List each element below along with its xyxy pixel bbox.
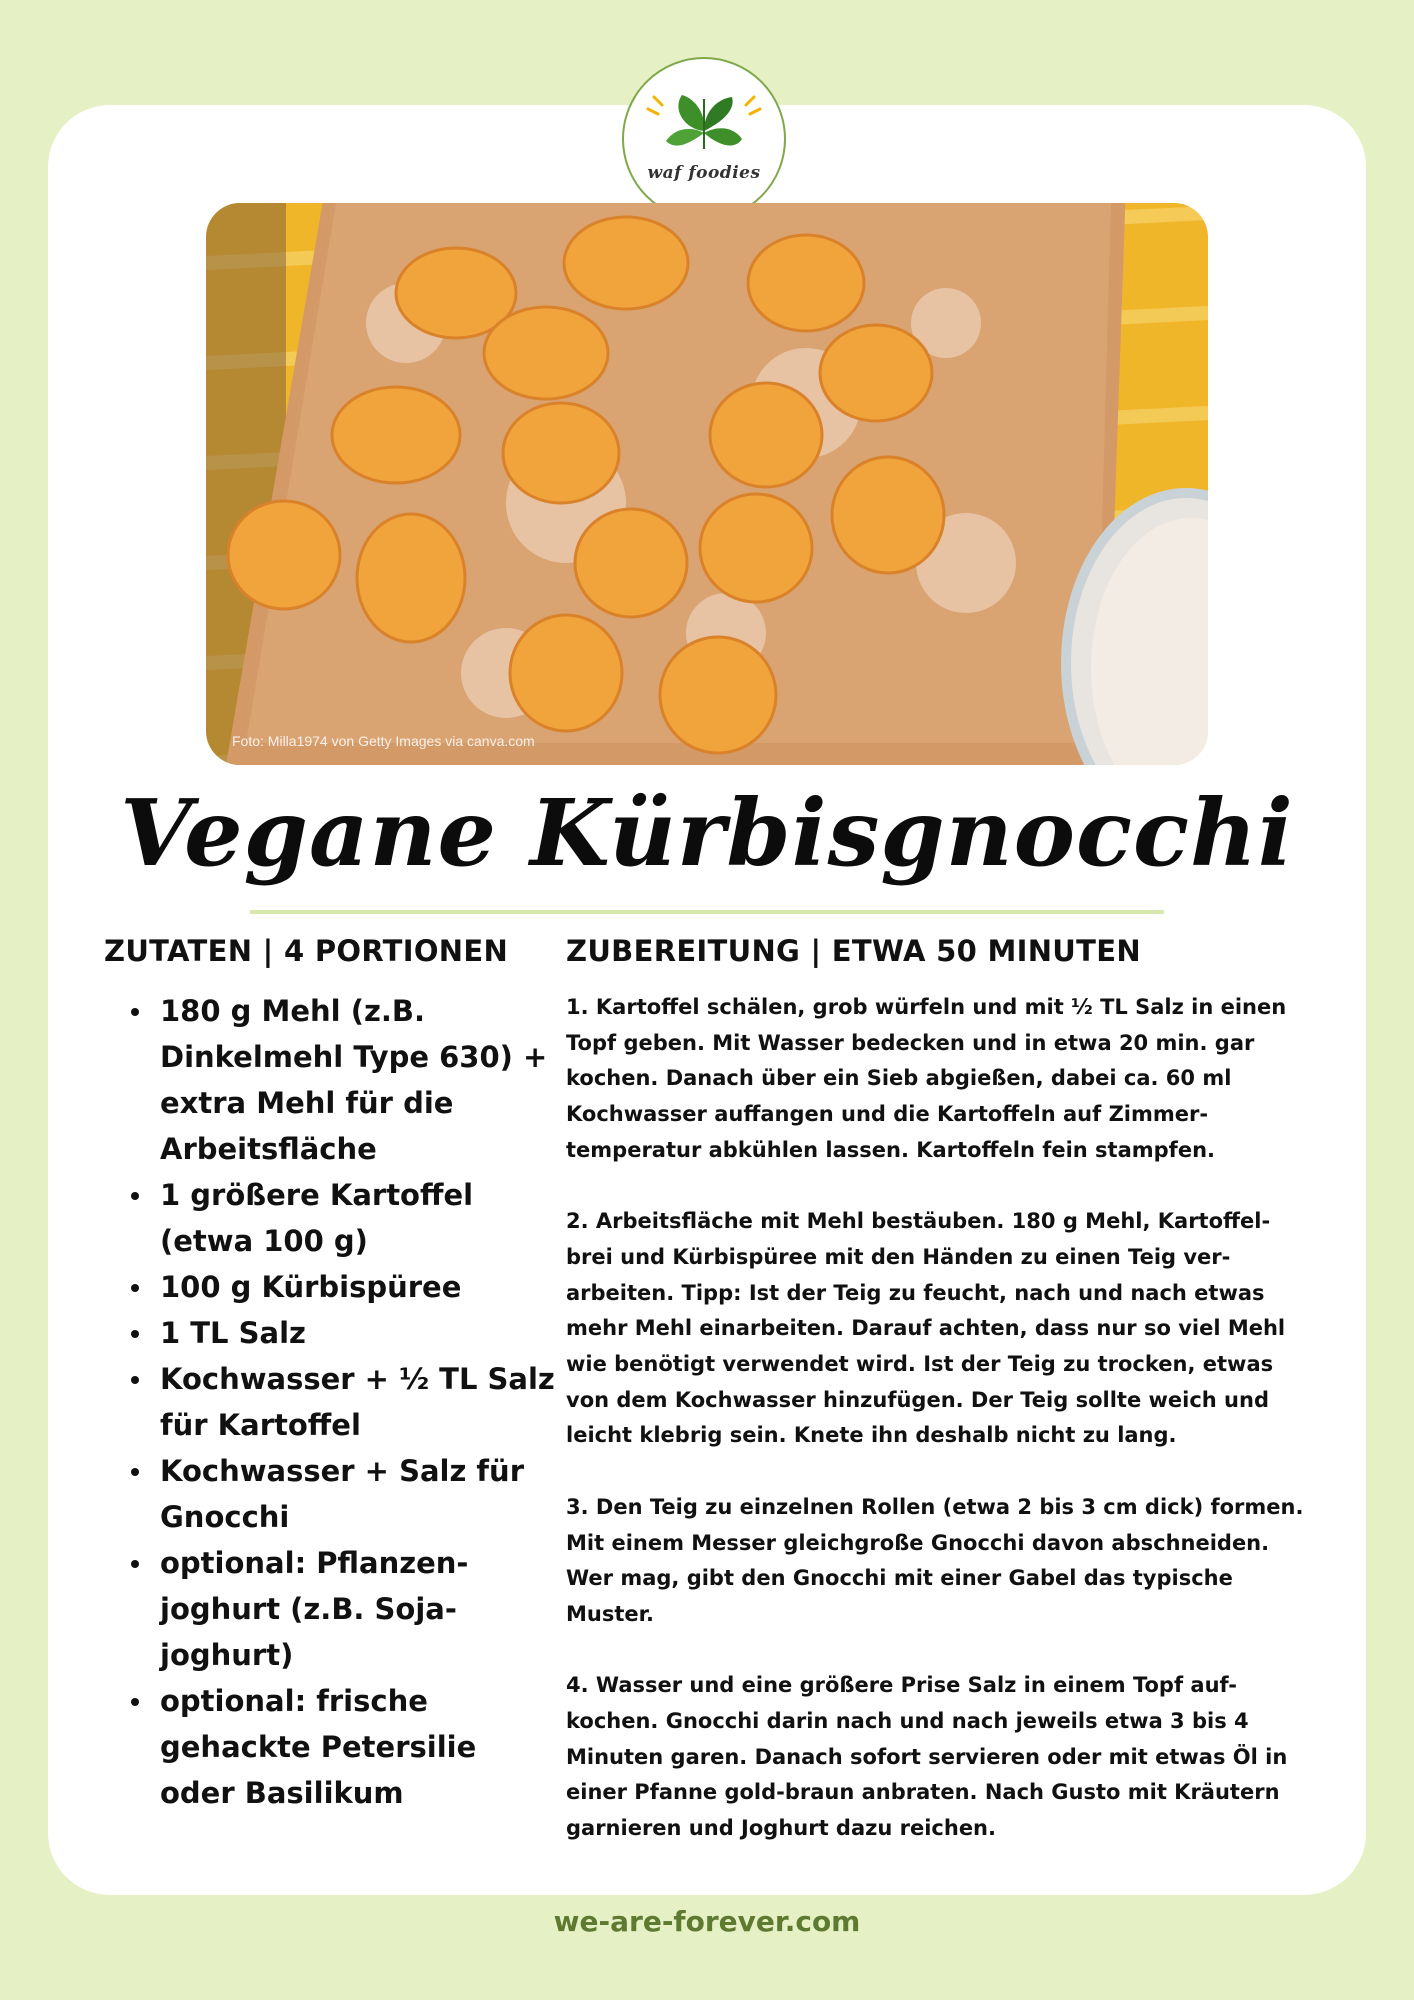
recipe-title: Vegane Kürbisgnocchi	[120, 779, 1294, 887]
preparation-step: 2. Arbeitsfläche mit Mehl bestäuben. 180 g Mehl, Kartoffel- brei und Kürbispüree mit den Händen zu einen Teig ver- arbeiten. Tipp: Ist der Teig zu feucht, nach und nach etwas mehr Mehl einarbeiten. Darauf achten, dass nur so viel Mehl wie benötigt verwendet wird. Ist der Teig zu trocken, etwas von dem Kochwasser hinzufügen. Der Teig sollte weich und leicht klebrig sein. Knete ihn deshalb nicht zu lang.	[566, 1209, 1286, 1448]
preparation-heading: ZUBEREITUNG | ETWA 50 MINUTEN	[566, 934, 1141, 968]
basil-leaf-icon	[624, 59, 784, 219]
ingredient-item: optional: frische gehackte Petersilie oder Basilikum	[160, 1678, 560, 1816]
footer-website-link[interactable]: we-are-forever.com	[553, 1905, 861, 1938]
ingredient-item: 1 größere Kartoffel (etwa 100 g)	[160, 1172, 560, 1264]
ingredient-item: Kochwasser + ½ TL Salz für Kartoffel	[160, 1356, 560, 1448]
preparation-steps	[566, 990, 1346, 1883]
ingredient-item: 100 g Kürbispüree	[160, 1264, 560, 1310]
title-divider	[250, 910, 1164, 914]
preparation-step: 4. Wasser und eine größere Prise Salz in einem Topf auf- kochen. Gnocchi darin nach und nach jeweils etwa 3 bis 4 Minuten garen. Danach sofort servieren oder mit etwas Öl in einer Pfanne gold-braun anbraten. Nach Gusto mit Kräutern garnieren und Joghurt dazu reichen.	[566, 1673, 1288, 1841]
photo-credit: Foto: Milla1974 von Getty Images via canva.com	[232, 733, 535, 749]
logo-text: waf foodies	[647, 163, 761, 183]
preparation-step: 3. Den Teig zu einzelnen Rollen (etwa 2 bis 3 cm dick) formen. Mit einem Messer gleichgroße Gnocchi davon abschneiden. Wer mag, gibt den Gnocchi mit einer Gabel das typische Muster.	[566, 1494, 1304, 1626]
brand-logo	[622, 57, 786, 221]
ingredients-list	[160, 988, 560, 1816]
preparation-step: 1. Kartoffel schälen, grob würfeln und mit ½ TL Salz in einen Topf geben. Mit Wasser bedecken und in etwa 20 min. gar kochen. Danach über ein Sieb abgießen, dabei ca. 60 ml Kochwasser auffangen und die Kartoffeln auf Zimmer- temperatur abkühlen lassen. Kartoffeln fein stampfen.	[566, 995, 1287, 1162]
ingredient-item: optional: Pflanzen-joghurt (z.B. Soja-joghurt)	[160, 1540, 560, 1678]
ingredients-heading: ZUTATEN | 4 PORTIONEN	[104, 934, 509, 968]
gnocchi-photo	[206, 203, 1208, 765]
ingredient-item: 1 TL Salz	[160, 1310, 560, 1356]
ingredient-item: 180 g Mehl (z.B. Dinkelmehl Type 630) + extra Mehl für die Arbeitsfläche	[160, 988, 560, 1172]
ingredient-item: Kochwasser + Salz für Gnocchi	[160, 1448, 560, 1540]
